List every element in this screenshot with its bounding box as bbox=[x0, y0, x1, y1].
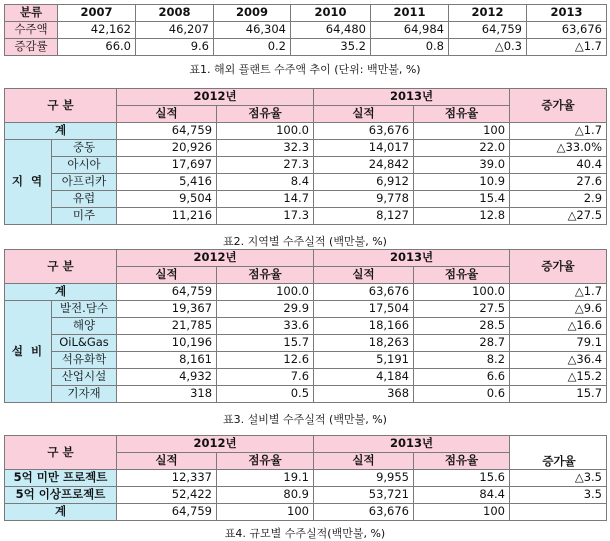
cell: △1.7 bbox=[510, 284, 607, 301]
year-2012-header: 2012년 bbox=[117, 89, 314, 106]
cell: 63,676 bbox=[314, 504, 414, 521]
cell: 12,337 bbox=[117, 470, 217, 487]
cell: 4,184 bbox=[314, 369, 414, 386]
t1-header-cell: 2010 bbox=[291, 5, 371, 22]
cell: 8,161 bbox=[117, 352, 217, 369]
cell: 14,017 bbox=[314, 140, 414, 157]
cell: △1.7 bbox=[510, 123, 607, 140]
cell: 8,127 bbox=[314, 208, 414, 225]
row-label: 기자재 bbox=[52, 386, 117, 403]
gubun-header: 구 분 bbox=[5, 436, 117, 470]
cell: 46,207 bbox=[136, 22, 214, 39]
sub-header: 점유율 bbox=[414, 106, 510, 123]
cell: 6.6 bbox=[414, 369, 510, 386]
t1-header-row bbox=[5, 5, 607, 22]
sub-header: 점유율 bbox=[414, 453, 510, 470]
t1-header-cell: 2011 bbox=[371, 5, 449, 22]
table-row bbox=[5, 157, 607, 174]
t3-header-row bbox=[5, 250, 607, 267]
cell: 3.5 bbox=[510, 487, 607, 504]
year-2013-header: 2013년 bbox=[314, 436, 510, 453]
cell: 63,676 bbox=[314, 284, 414, 301]
row-label: 계 bbox=[5, 123, 117, 140]
row-label: 아프리카 bbox=[52, 174, 117, 191]
table-row bbox=[5, 174, 607, 191]
cell: 52,422 bbox=[117, 487, 217, 504]
cell: 6,912 bbox=[314, 174, 414, 191]
row-label: OiL&Gas bbox=[52, 335, 117, 352]
cell: 5,416 bbox=[117, 174, 217, 191]
cell: 64,984 bbox=[371, 22, 449, 39]
cell: 27.5 bbox=[414, 301, 510, 318]
cell: 18,166 bbox=[314, 318, 414, 335]
cell: 368 bbox=[314, 386, 414, 403]
row-label: 아시아 bbox=[52, 157, 117, 174]
cell: 64,759 bbox=[117, 504, 217, 521]
cell: 64,480 bbox=[291, 22, 371, 39]
t1-header-cell: 2008 bbox=[136, 5, 214, 22]
table-4-by-scale bbox=[4, 435, 607, 521]
cell: 63,676 bbox=[527, 22, 607, 39]
cell: 100.0 bbox=[414, 284, 510, 301]
cell: 28.5 bbox=[414, 318, 510, 335]
cell: 42,162 bbox=[58, 22, 136, 39]
table-row bbox=[5, 470, 607, 487]
gubun-header: 구 분 bbox=[5, 89, 117, 123]
cell: 17,697 bbox=[117, 157, 217, 174]
row-label: 계 bbox=[5, 284, 117, 301]
cell: 33.6 bbox=[217, 318, 314, 335]
cell: 17,504 bbox=[314, 301, 414, 318]
cell: 7.6 bbox=[217, 369, 314, 386]
cell: 35.2 bbox=[291, 39, 371, 56]
t2-header-row bbox=[5, 89, 607, 106]
facility-group-label: 설 비 bbox=[5, 301, 52, 403]
table-row bbox=[5, 369, 607, 386]
cell bbox=[510, 504, 607, 521]
table-row bbox=[5, 386, 607, 403]
cell: 53,721 bbox=[314, 487, 414, 504]
year-2012-header: 2012년 bbox=[117, 436, 314, 453]
row-label: 산업시설 bbox=[52, 369, 117, 386]
cell: 28.7 bbox=[414, 335, 510, 352]
row-label: 해양 bbox=[52, 318, 117, 335]
sub-header: 실적 bbox=[314, 453, 414, 470]
cell: 21,785 bbox=[117, 318, 217, 335]
cell: 80.9 bbox=[217, 487, 314, 504]
cell: 8.2 bbox=[414, 352, 510, 369]
cell: 84.4 bbox=[414, 487, 510, 504]
cell: △16.6 bbox=[510, 318, 607, 335]
cell: △3.5 bbox=[510, 470, 607, 487]
cell: 64,759 bbox=[117, 123, 217, 140]
cell: 5,191 bbox=[314, 352, 414, 369]
cell: △9.6 bbox=[510, 301, 607, 318]
cell: 27.6 bbox=[510, 174, 607, 191]
cell: 100 bbox=[414, 504, 510, 521]
cell: 100 bbox=[414, 123, 510, 140]
table-3-by-facility bbox=[4, 249, 607, 403]
t1-header-cell: 2009 bbox=[214, 5, 291, 22]
region-group-label: 지 역 bbox=[5, 140, 52, 225]
table-row bbox=[5, 352, 607, 369]
table-4-caption: 표4. 규모별 수주실적(백만불, %) bbox=[224, 527, 386, 540]
cell: 318 bbox=[117, 386, 217, 403]
cell: 64,759 bbox=[449, 22, 527, 39]
sub-header: 점유율 bbox=[217, 453, 314, 470]
cell: 29.9 bbox=[217, 301, 314, 318]
cell: 100.0 bbox=[217, 123, 314, 140]
table-2-caption: 표2. 지역별 수주실적 (백만불, %) bbox=[223, 235, 387, 248]
change-header: 증가율 bbox=[510, 89, 607, 123]
row-label: 계 bbox=[5, 504, 117, 521]
cell: 2.9 bbox=[510, 191, 607, 208]
cell: 10,196 bbox=[117, 335, 217, 352]
cell: 15.7 bbox=[217, 335, 314, 352]
table-row bbox=[5, 39, 607, 56]
cell: 19.1 bbox=[217, 470, 314, 487]
cell: △0.3 bbox=[449, 39, 527, 56]
cell: 63,676 bbox=[314, 123, 414, 140]
sub-header: 실적 bbox=[117, 106, 217, 123]
cell: 9,955 bbox=[314, 470, 414, 487]
cell: 4,932 bbox=[117, 369, 217, 386]
t1-header-cell: 분류 bbox=[5, 5, 58, 22]
t1-header-cell: 2013 bbox=[527, 5, 607, 22]
table-3-caption: 표3. 설비별 수주실적 (백만불, %) bbox=[223, 413, 387, 426]
table-1-caption: 표1. 해외 플랜트 수주액 추이 (단위: 백만불, %) bbox=[189, 63, 421, 76]
cell: 10.9 bbox=[414, 174, 510, 191]
sub-header: 실적 bbox=[117, 453, 217, 470]
row-label: 5억 이상프로젝트 bbox=[5, 487, 117, 504]
row-label: 유럽 bbox=[52, 191, 117, 208]
table-row bbox=[5, 191, 607, 208]
cell: 24,842 bbox=[314, 157, 414, 174]
cell: 18,263 bbox=[314, 335, 414, 352]
cell: 8.4 bbox=[217, 174, 314, 191]
cell: △1.7 bbox=[527, 39, 607, 56]
row-label: 중동 bbox=[52, 140, 117, 157]
t1-header-cell: 2012 bbox=[449, 5, 527, 22]
total-row bbox=[5, 123, 607, 140]
table-row bbox=[5, 487, 607, 504]
row-label: 발전.담수 bbox=[52, 301, 117, 318]
table-row bbox=[5, 140, 607, 157]
sub-header: 실적 bbox=[314, 267, 414, 284]
cell: 15.4 bbox=[414, 191, 510, 208]
cell: 66.0 bbox=[58, 39, 136, 56]
row-label: 5억 미만 프로젝트 bbox=[5, 470, 117, 487]
cell: 46,304 bbox=[214, 22, 291, 39]
t4-header-row bbox=[5, 436, 607, 453]
row-label: 수주액 bbox=[5, 22, 58, 39]
cell: 15.7 bbox=[510, 386, 607, 403]
row-label: 석유화학 bbox=[52, 352, 117, 369]
t1-header-cell: 2007 bbox=[58, 5, 136, 22]
total-row bbox=[5, 504, 607, 521]
cell: 64,759 bbox=[117, 284, 217, 301]
cell: 12.8 bbox=[414, 208, 510, 225]
year-2013-header: 2013년 bbox=[314, 250, 510, 267]
cell: 0.2 bbox=[214, 39, 291, 56]
year-2013-header: 2013년 bbox=[314, 89, 510, 106]
cell: 20,926 bbox=[117, 140, 217, 157]
year-2012-header: 2012년 bbox=[117, 250, 314, 267]
table-row bbox=[5, 22, 607, 39]
cell: 39.0 bbox=[414, 157, 510, 174]
cell: 32.3 bbox=[217, 140, 314, 157]
cell: △36.4 bbox=[510, 352, 607, 369]
cell: △33.0% bbox=[510, 140, 607, 157]
cell: 19,367 bbox=[117, 301, 217, 318]
cell: 15.6 bbox=[414, 470, 510, 487]
cell: 17.3 bbox=[217, 208, 314, 225]
cell: △27.5 bbox=[510, 208, 607, 225]
cell: 9,778 bbox=[314, 191, 414, 208]
cell: 22.0 bbox=[414, 140, 510, 157]
cell: 12.6 bbox=[217, 352, 314, 369]
cell: △15.2 bbox=[510, 369, 607, 386]
cell: 9,504 bbox=[117, 191, 217, 208]
row-label: 증감률 bbox=[5, 39, 58, 56]
sub-header: 실적 bbox=[314, 106, 414, 123]
cell: 0.6 bbox=[414, 386, 510, 403]
cell: 27.3 bbox=[217, 157, 314, 174]
cell: 40.4 bbox=[510, 157, 607, 174]
cell: 100 bbox=[217, 504, 314, 521]
cell: 79.1 bbox=[510, 335, 607, 352]
cell: 11,216 bbox=[117, 208, 217, 225]
cell: 0.5 bbox=[217, 386, 314, 403]
gubun-header: 구 분 bbox=[5, 250, 117, 284]
sub-header: 점유율 bbox=[217, 267, 314, 284]
table-1-plant-orders bbox=[4, 4, 607, 56]
table-row bbox=[5, 318, 607, 335]
cell: 9.6 bbox=[136, 39, 214, 56]
sub-header: 실적 bbox=[117, 267, 217, 284]
row-label: 미주 bbox=[52, 208, 117, 225]
sub-header: 점유율 bbox=[217, 106, 314, 123]
cell: 100.0 bbox=[217, 284, 314, 301]
table-row bbox=[5, 208, 607, 225]
cell: 14.7 bbox=[217, 191, 314, 208]
cell: 0.8 bbox=[371, 39, 449, 56]
sub-header: 점유율 bbox=[414, 267, 510, 284]
change-header: 증가율 bbox=[510, 250, 607, 284]
table-row bbox=[5, 301, 607, 318]
t4-change-header: 증가율 bbox=[542, 454, 576, 468]
total-row bbox=[5, 284, 607, 301]
table-2-by-region bbox=[4, 88, 607, 225]
table-row bbox=[5, 335, 607, 352]
